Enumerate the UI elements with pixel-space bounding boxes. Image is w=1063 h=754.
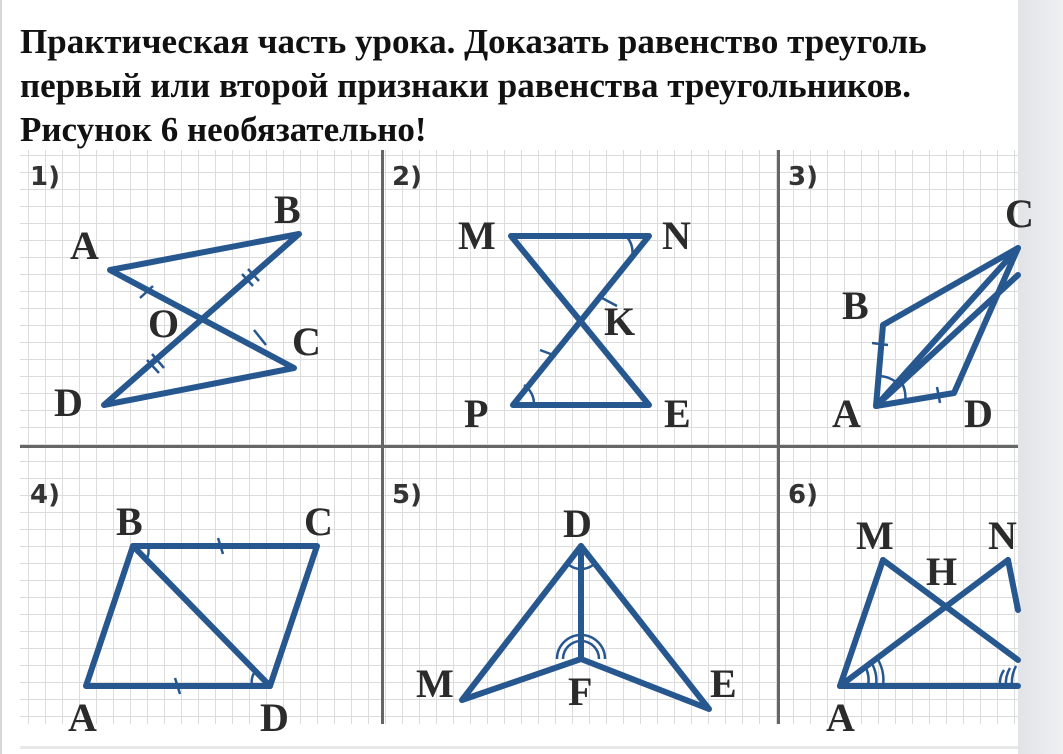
- panel3-shapes: [876, 248, 1018, 406]
- panel5-label-e: E: [710, 661, 737, 706]
- panel4-label-a: A: [68, 695, 97, 740]
- panel-2-number: 2): [392, 162, 422, 192]
- panel6-label-a: A: [826, 695, 855, 740]
- panel1-label-a: A: [70, 223, 99, 268]
- panel1-label-o: O: [148, 301, 180, 346]
- panel4-label-b: B: [116, 499, 143, 544]
- page-bottom-rule: [20, 746, 1018, 749]
- heading-line-1: Практическая часть урока. Доказать равенство треуголь: [20, 22, 927, 61]
- panel-5-number: 5): [392, 480, 422, 510]
- panel2-label-p: P: [464, 391, 489, 436]
- panel5-label-m: M: [416, 661, 454, 706]
- panel1-label-b: B: [274, 187, 301, 232]
- panel4-shapes: [86, 546, 317, 686]
- heading-line-2: первый или второй признаки равенства треугольников.: [20, 66, 911, 105]
- panel3-label-c: C: [1005, 191, 1034, 236]
- panel-6-number: 6): [788, 480, 818, 510]
- geometry-figure-grid: [20, 150, 1034, 740]
- panel3-label-a: A: [832, 391, 861, 436]
- panel-3-number: 3): [788, 162, 818, 192]
- panel1-shapes: [104, 234, 299, 405]
- geometry-drawings: [20, 150, 1018, 724]
- panel5-label-d: D: [563, 501, 592, 546]
- panel4-label-c: C: [304, 499, 333, 544]
- panel5-label-f: F: [568, 669, 593, 714]
- panel1-label-d: D: [54, 380, 83, 425]
- panel-1-number: 1): [30, 162, 60, 192]
- panel2-label-n: N: [662, 213, 691, 258]
- viewer-scroll-gutter[interactable]: [1018, 0, 1063, 754]
- panel2-label-m: M: [458, 213, 496, 258]
- panel3-label-d: D: [964, 391, 993, 436]
- heading-line-3: Рисунок 6 необязательно!: [20, 110, 427, 149]
- panel2-label-k: K: [604, 299, 636, 344]
- panel2-label-e: E: [664, 391, 691, 436]
- assignment-heading: [20, 20, 1020, 152]
- panel-4-number: 4): [30, 480, 60, 510]
- panel6-label-n: N: [988, 513, 1017, 558]
- panel1-label-c: C: [292, 319, 321, 364]
- panel4-label-d: D: [260, 695, 289, 740]
- page-left-border: [0, 0, 2, 754]
- panel3-label-b: B: [842, 283, 869, 328]
- panel6-label-m: M: [856, 513, 894, 558]
- panel6-label-h: H: [926, 549, 958, 594]
